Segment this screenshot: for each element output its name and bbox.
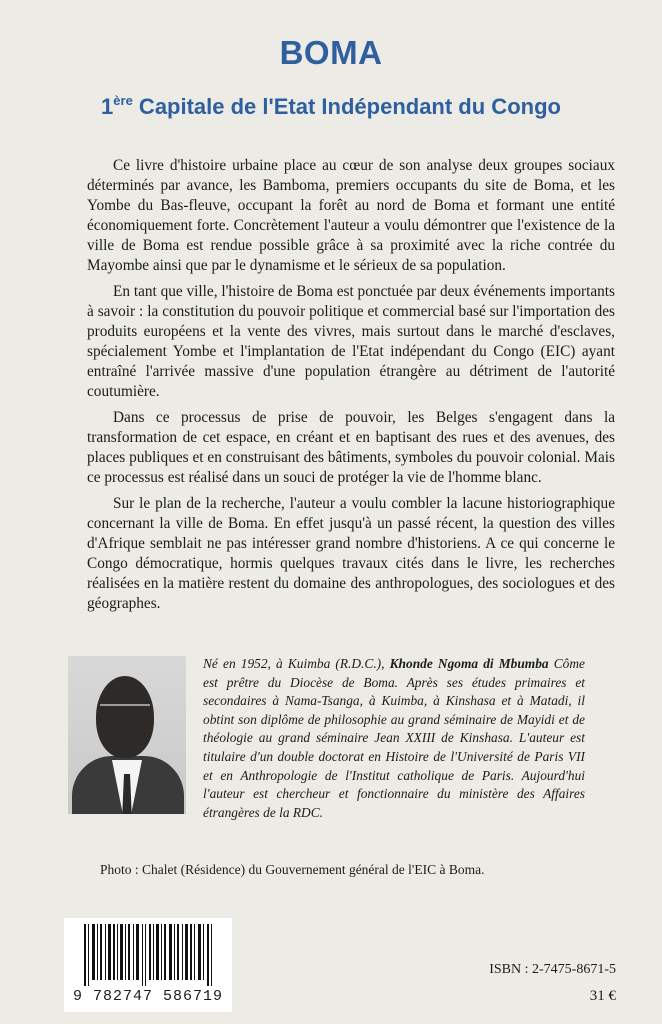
summary-paragraph: En tant que ville, l'histoire de Boma est ponctuée par deux événements importants à savoir : la constitution du pouvoir politique et commercial basé sur l'importation des produits européens et la vente des vivres, mais surtout dans le marché d'esclaves, spécialement Yombe et l'implantation de l'Etat indépendant du Congo (EIC) ayant entraîné l'arrivée massive d'une population étrangère au détriment de l'autorité coutumière. — [87, 283, 615, 400]
barcode-bars — [72, 924, 224, 986]
bio-text: Côme est prêtre du Diocèse de Boma. Après ses études primaires et secondaires à Nama-Tsanga, à Kuimba, à Kinshasa et à Matadi, il obtint son diplôme de philosophie au grand séminaire de Mayidi et de théologie au grand séminaire Jean XXIII de Kinshasa. L'auteur est titulaire d'un double doctorat en Histoire de l'Université de Paris VII et en Anthropologie de l'Institut catholique de Paris. Aujourd'hui l'auteur est chercheur et fonctionnaire du ministère des Affaires étrangères de la RDC. — [203, 656, 585, 820]
price: 31 € — [589, 988, 616, 1004]
author-photo — [68, 656, 186, 814]
back-cover-summary — [87, 156, 615, 620]
book-subtitle — [0, 93, 662, 120]
summary-paragraph: Ce livre d'histoire urbaine place au cœur de son analyse deux groupes sociaux déterminés par avance, les Bamboma, premiers occupants du site de Boma, et les Yombe du Bas-fleuve, occupant la forêt au nord de Boma et formant une entité économiquement forte. Concrètement l'auteur a voulu démontrer que l'existence de la ville de Boma est rendue possible grâce à sa proximité avec la riche contrée du Mayombe ainsi que par le dynamisme et le sérieux de sa population. — [87, 157, 615, 274]
subtitle-ordinal: 1 — [101, 94, 114, 119]
bio-intro: Né en 1952, à Kuimba (R.D.C.), — [203, 656, 390, 671]
isbn: ISBN : 2-7475-8671-5 — [489, 962, 616, 977]
author-name: Khonde Ngoma di Mbumba — [389, 656, 549, 671]
summary-paragraph: Dans ce processus de prise de pouvoir, les Belges s'engagent dans la transformation de cet espace, en créant et en baptisant des rues et des avenues, des places publiques et en construisant des bâtiments, symboles du pouvoir colonial. Mais ce processus est réalisé dans un souci de protéger la vie de l'homme blanc. — [87, 409, 615, 486]
cover-photo-caption: Photo : Chalet (Résidence) du Gouvernement général de l'EIC à Boma. — [100, 862, 485, 877]
barcode — [64, 918, 232, 1012]
book-title: BOMA — [279, 34, 383, 71]
barcode-number: 9 782747 586719 — [72, 988, 224, 1005]
author-photo-glasses — [100, 704, 150, 718]
author-bio — [203, 655, 585, 822]
summary-paragraph: Sur le plan de la recherche, l'auteur a voulu combler la lacune historiographique concernant la ville de Boma. En effet jusqu'à un passé récent, la question des villes d'Afrique semblait ne pas intéresser grand nombre d'historiens. A ce qui concerne le Congo démocratique, hormis quelques travaux cités dans le livre, les recherches réalisées en la matière restent du domaine des anthropologues, des sociologues et des géographes. — [87, 495, 615, 612]
subtitle-text: Capitale de l'Etat Indépendant du Congo — [132, 94, 561, 119]
subtitle-ordinal-suffix: ère — [113, 93, 133, 108]
